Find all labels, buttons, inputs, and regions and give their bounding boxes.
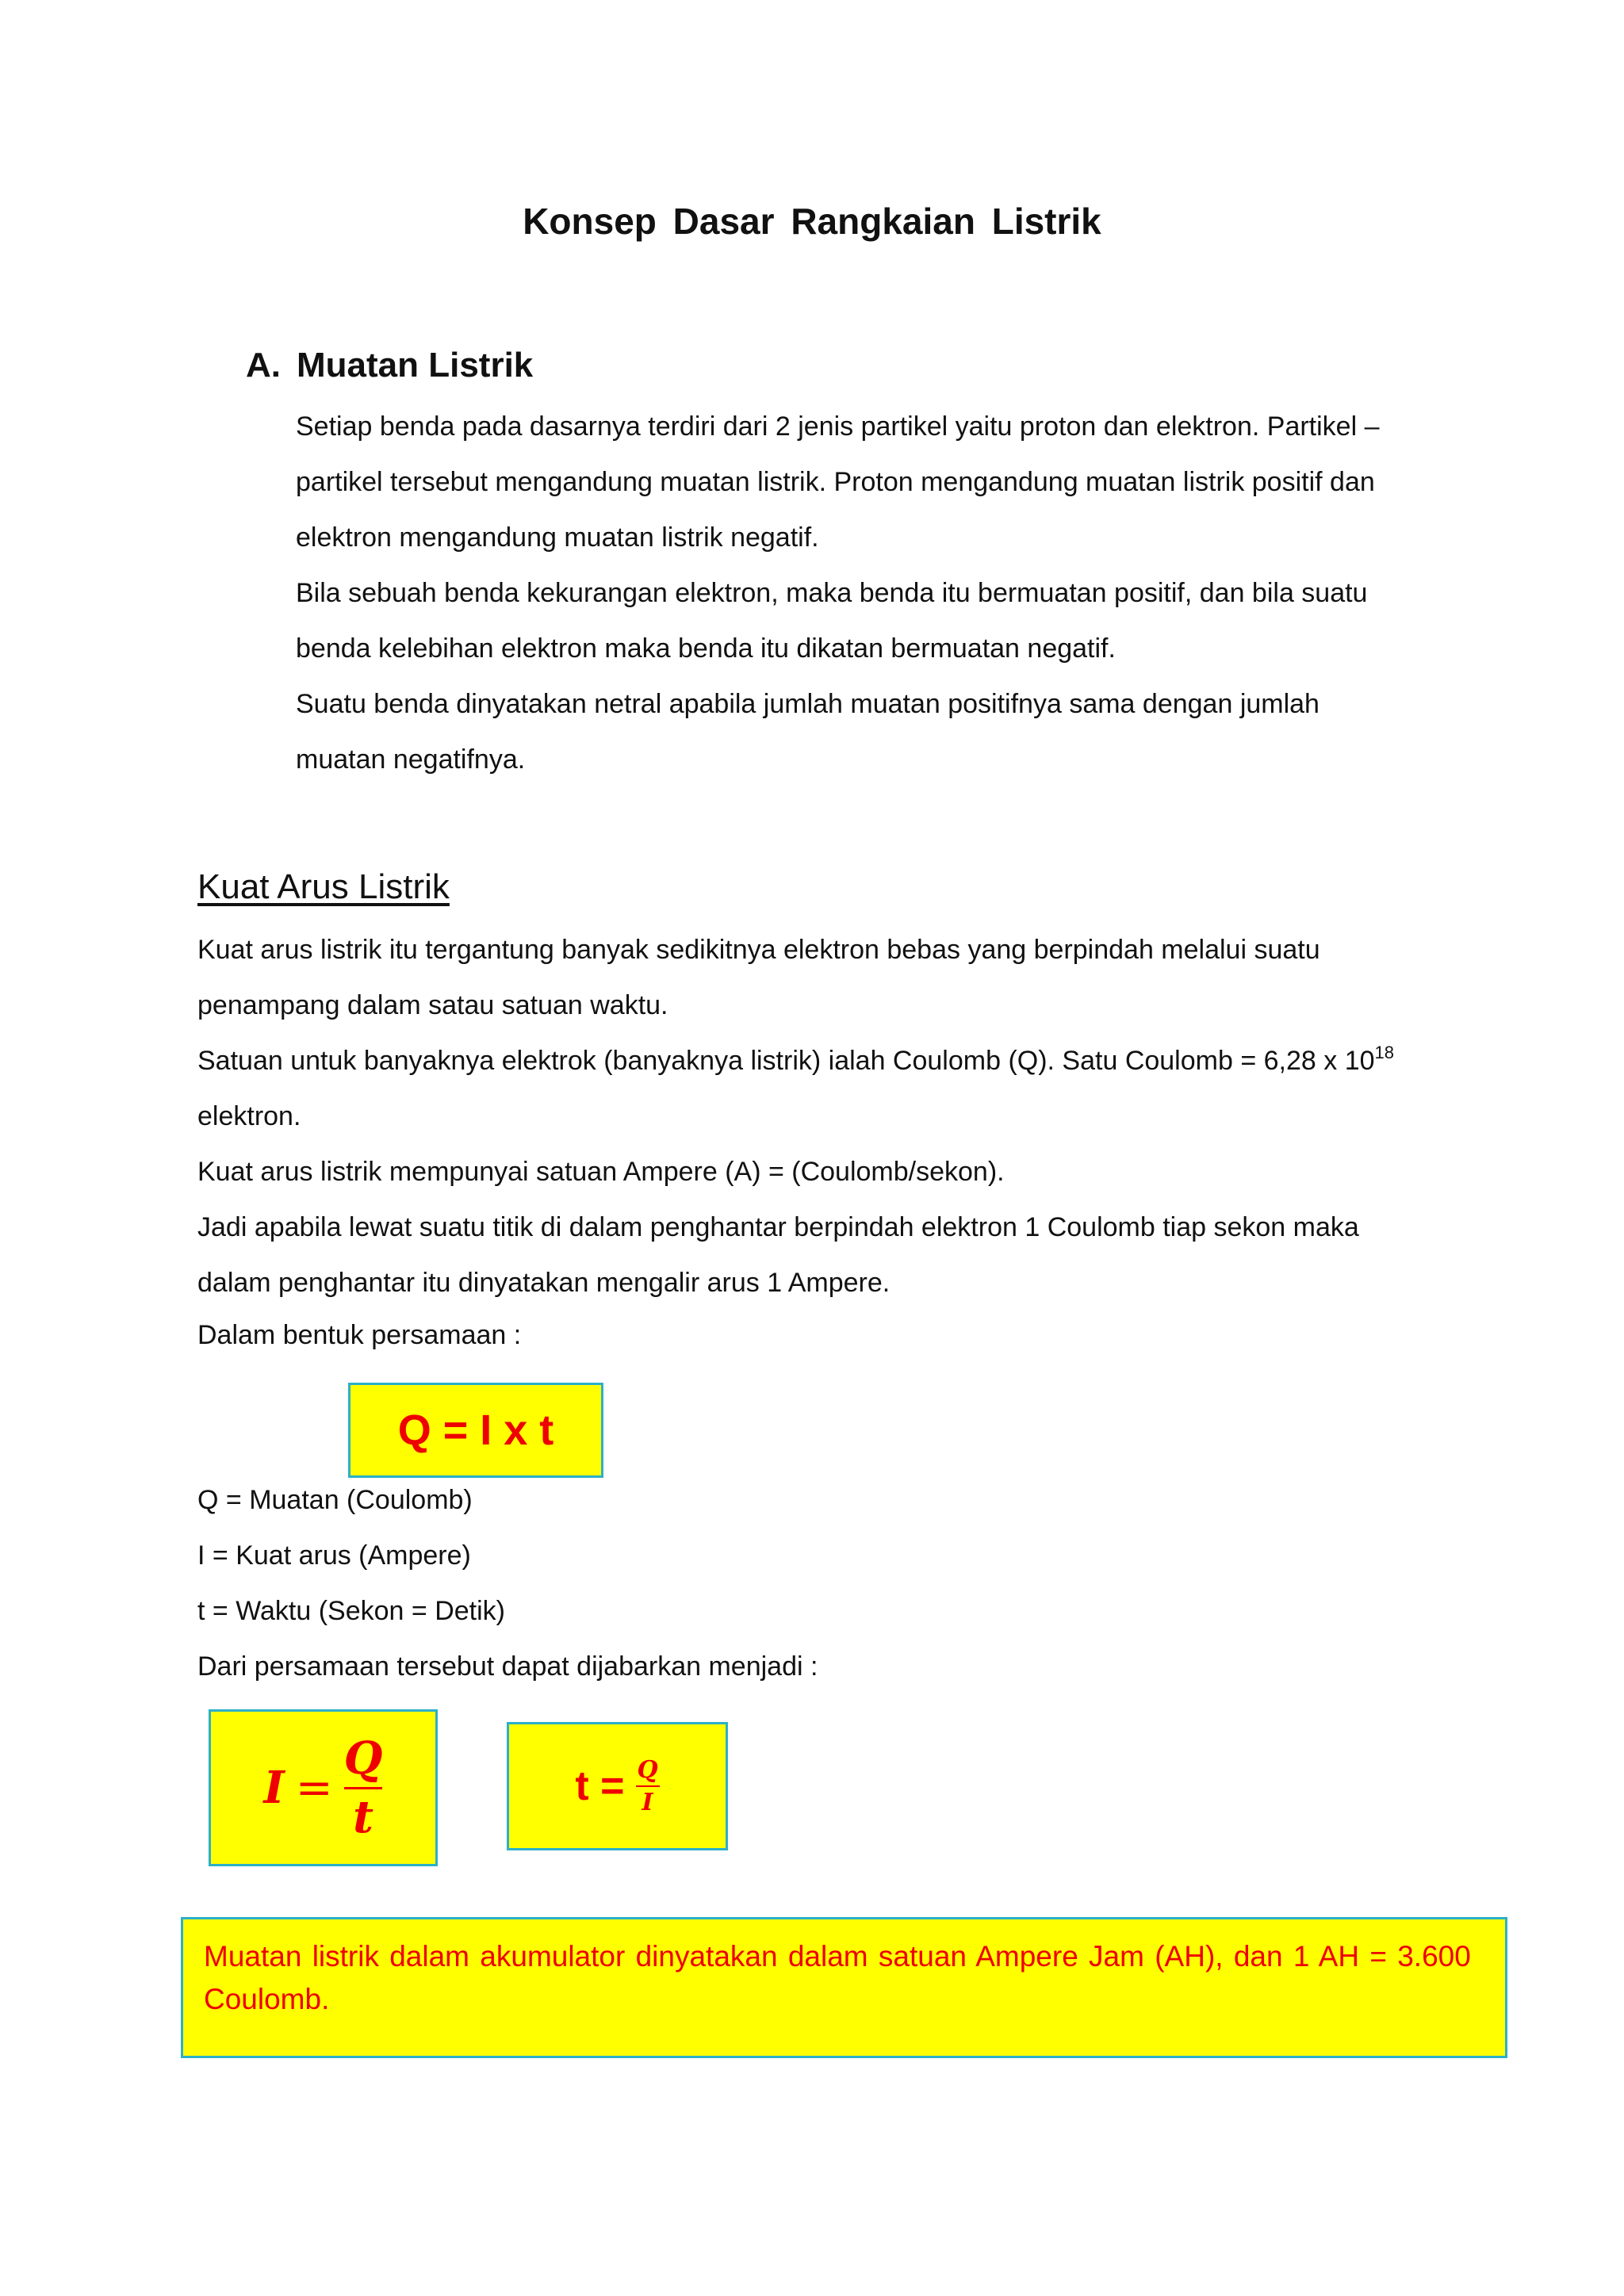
section-a-title: Muatan Listrik xyxy=(297,346,534,385)
coulomb-exponent: 18 xyxy=(1374,1043,1394,1062)
kuat-arus-line-1: Kuat arus listrik itu tergantung banyak sedikitnya elektron bebas yang berpindah melalui suatu xyxy=(197,935,1320,965)
accumulator-note-box xyxy=(181,1917,1507,2058)
kuat-arus-line-7: dalam penghantar itu dinyatakan mengalir arus 1 Ampere. xyxy=(197,1268,891,1298)
section-a-line-7: muatan negatifnya. xyxy=(296,744,526,775)
formula-i-equals: = xyxy=(295,1762,333,1814)
formula-t-fraction-bar xyxy=(636,1785,660,1787)
kuat-arus-line-4: elektron. xyxy=(197,1101,301,1131)
formula-box-t-q-i xyxy=(507,1722,728,1850)
accumulator-note-text: Muatan listrik dalam akumulator dinyatakan dalam satuan Ampere Jam (AH), dan 1 AH = 3.600 Coulomb. xyxy=(204,1940,1471,2015)
coulomb-line xyxy=(197,1045,1394,1077)
formula-i-fraction xyxy=(343,1732,383,1843)
section-a-line-6: Suatu benda dinyatakan netral apabila jumlah muatan positifnya sama dengan jumlah xyxy=(296,689,1320,719)
formula-t-denominator: I xyxy=(642,1789,653,1816)
section-a-letter: A. xyxy=(246,346,281,385)
section-a-line-1: Setiap benda pada dasarnya terdiri dari 2 jenis partikel yaitu proton dan elektron. Partikel – xyxy=(296,411,1380,442)
formula-t-numerator: Q xyxy=(637,1755,658,1784)
kuat-arus-line-2: penampang dalam satau satuan waktu. xyxy=(197,990,668,1020)
formula-q-i-t: Q = I x t xyxy=(397,1406,554,1454)
formula-t-lhs: t = xyxy=(575,1763,625,1809)
formula-i-numerator: Q xyxy=(343,1732,383,1785)
formula-box-i-q-t xyxy=(209,1709,438,1866)
definition-q: Q = Muatan (Coulomb) xyxy=(197,1485,473,1515)
section-a-line-4: Bila sebuah benda kekurangan elektron, maka benda itu bermuatan positif, dan bila suatu xyxy=(296,578,1368,608)
kuat-arus-line-8: Dalam bentuk persamaan : xyxy=(197,1320,522,1350)
section-a-line-3: elektron mengandung muatan listrik negatif. xyxy=(296,522,819,553)
formula-box-q-i-t xyxy=(348,1383,603,1478)
definition-t: t = Waktu (Sekon = Detik) xyxy=(197,1596,505,1626)
definition-i: I = Kuat arus (Ampere) xyxy=(197,1540,471,1571)
kuat-arus-line-5: Kuat arus listrik mempunyai satuan Ampere (A) = (Coulomb/sekon). xyxy=(197,1157,1005,1187)
kuat-arus-heading: Kuat Arus Listrik xyxy=(197,867,450,906)
section-a-heading xyxy=(246,346,533,385)
formula-i-denominator: t xyxy=(353,1790,373,1843)
kuat-arus-line-6: Jadi apabila lewat suatu titik di dalam penghantar berpindah elektron 1 Coulomb tiap sekon maka xyxy=(197,1212,1359,1242)
page-title: Konsep Dasar Rangkaian Listrik xyxy=(523,201,1101,242)
coulomb-line-text: Satuan untuk banyaknya elektrok (banyaknya listrik) ialah Coulomb (Q). Satu Coulomb = 6,28 x 10 xyxy=(197,1046,1375,1076)
derive-text: Dari persamaan tersebut dapat dijabarkan menjadi : xyxy=(197,1651,818,1682)
formula-i-fraction-bar xyxy=(344,1787,383,1789)
section-a-line-2: partikel tersebut mengandung muatan listrik. Proton mengandung muatan listrik positif dan xyxy=(296,467,1375,497)
formula-i-lhs: I xyxy=(263,1762,285,1814)
section-a-line-5: benda kelebihan elektron maka benda itu dikatan bermuatan negatif. xyxy=(296,633,1116,664)
formula-t-fraction xyxy=(636,1755,660,1816)
